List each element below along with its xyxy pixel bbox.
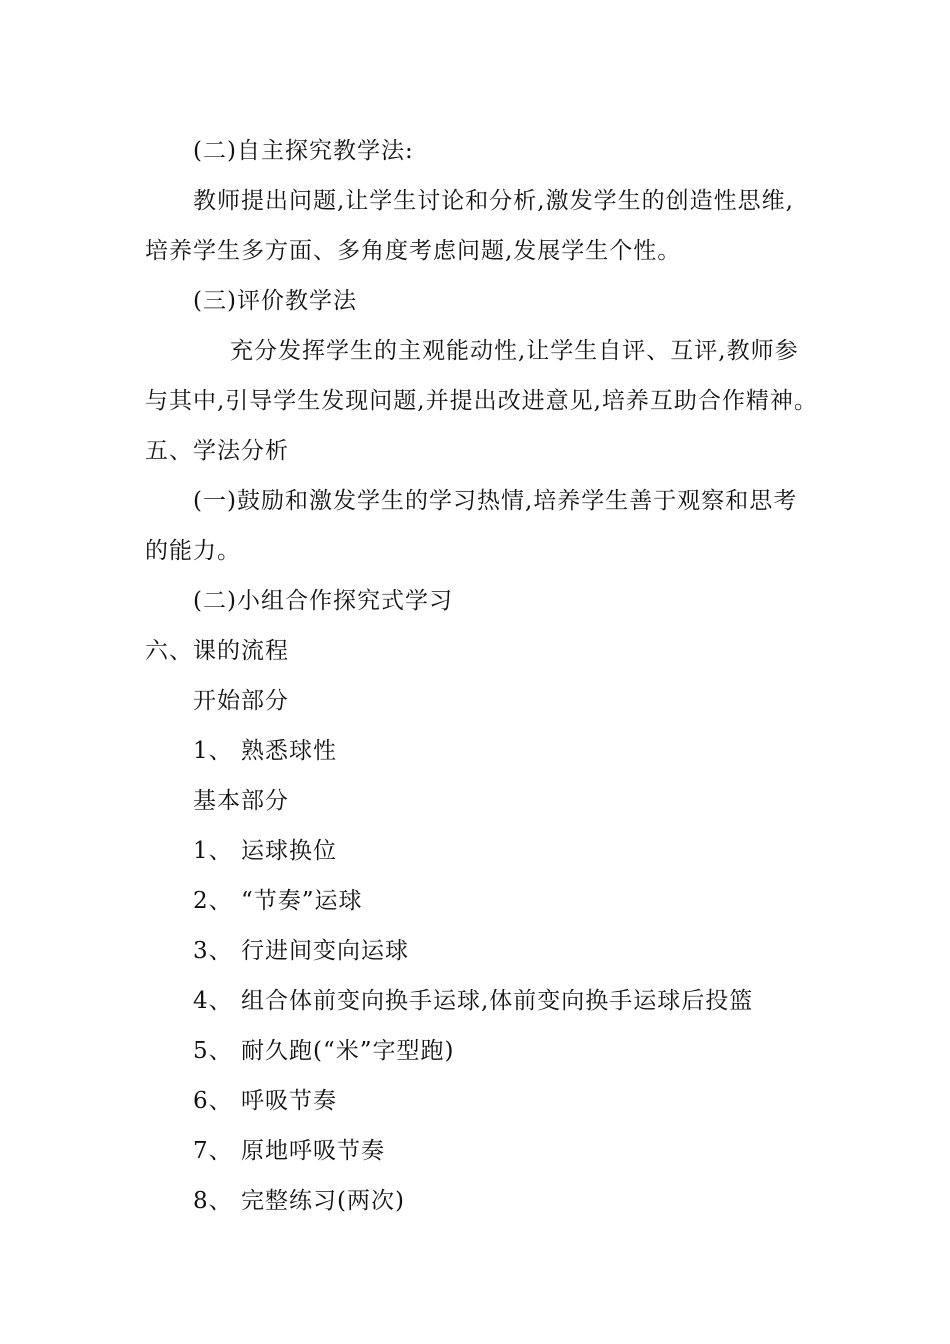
list-item-number: 6、 — [193, 1088, 233, 1114]
list-item-number: 5、 — [193, 1038, 233, 1064]
list-item — [193, 1086, 337, 1116]
list-item — [193, 986, 753, 1016]
paragraph-line: 培养学生多方面、多角度考虑问题,发展学生个性。 — [145, 238, 682, 264]
paragraph-line: (一)鼓励和激发学生的学习热情,培养学生善于观察和思考 — [193, 488, 798, 514]
list-item-text: 完整练习(两次) — [241, 1188, 405, 1214]
list-item — [193, 736, 337, 766]
chapter-heading-lesson-flow: 六、课的流程 — [145, 638, 289, 664]
list-item-text: 行进间变向运球 — [241, 938, 409, 964]
paragraph-line: 与其中,引导学生发现问题,并提出改进意见,培养互助合作精神。 — [145, 388, 818, 414]
section-heading-group-work: (二)小组合作探究式学习 — [193, 588, 453, 614]
list-item-number: 7、 — [193, 1138, 233, 1164]
paragraph-line: 教师提出问题,让学生讨论和分析,激发学生的创造性思维, — [193, 188, 794, 214]
list-item — [193, 1186, 405, 1216]
section-heading-evaluation: (三)评价教学法 — [193, 288, 357, 314]
list-item — [193, 1136, 385, 1166]
list-item-number: 3、 — [193, 938, 233, 964]
list-item-number: 1、 — [193, 838, 233, 864]
list-item-text: 耐久跑(“米”字型跑) — [241, 1038, 455, 1064]
list-item-text: 组合体前变向换手运球,体前变向换手运球后投篮 — [241, 988, 754, 1014]
list-item-text: 呼吸节奏 — [241, 1088, 337, 1114]
list-item — [193, 936, 409, 966]
list-item-number: 1、 — [193, 738, 233, 764]
list-item — [193, 1036, 454, 1066]
list-item-number: 8、 — [193, 1188, 233, 1214]
list-item — [193, 836, 337, 866]
subheading-basic-part: 基本部分 — [193, 788, 289, 814]
list-item-text: 运球换位 — [241, 838, 337, 864]
paragraph-line: 的能力。 — [145, 538, 241, 564]
chapter-heading-study-method: 五、学法分析 — [145, 438, 289, 464]
list-item-number: 4、 — [193, 988, 233, 1014]
list-item-number: 2、 — [193, 888, 233, 914]
subheading-start-part: 开始部分 — [193, 688, 289, 714]
section-heading-autonomous-inquiry: (二)自主探究教学法: — [193, 138, 414, 164]
paragraph-line: 充分发挥学生的主观能动性,让学生自评、互评,教师参 — [230, 338, 799, 364]
list-item-text: 原地呼吸节奏 — [241, 1138, 385, 1164]
list-item-text: “节奏”运球 — [241, 888, 363, 914]
list-item-text: 熟悉球性 — [241, 738, 337, 764]
list-item — [193, 886, 363, 916]
